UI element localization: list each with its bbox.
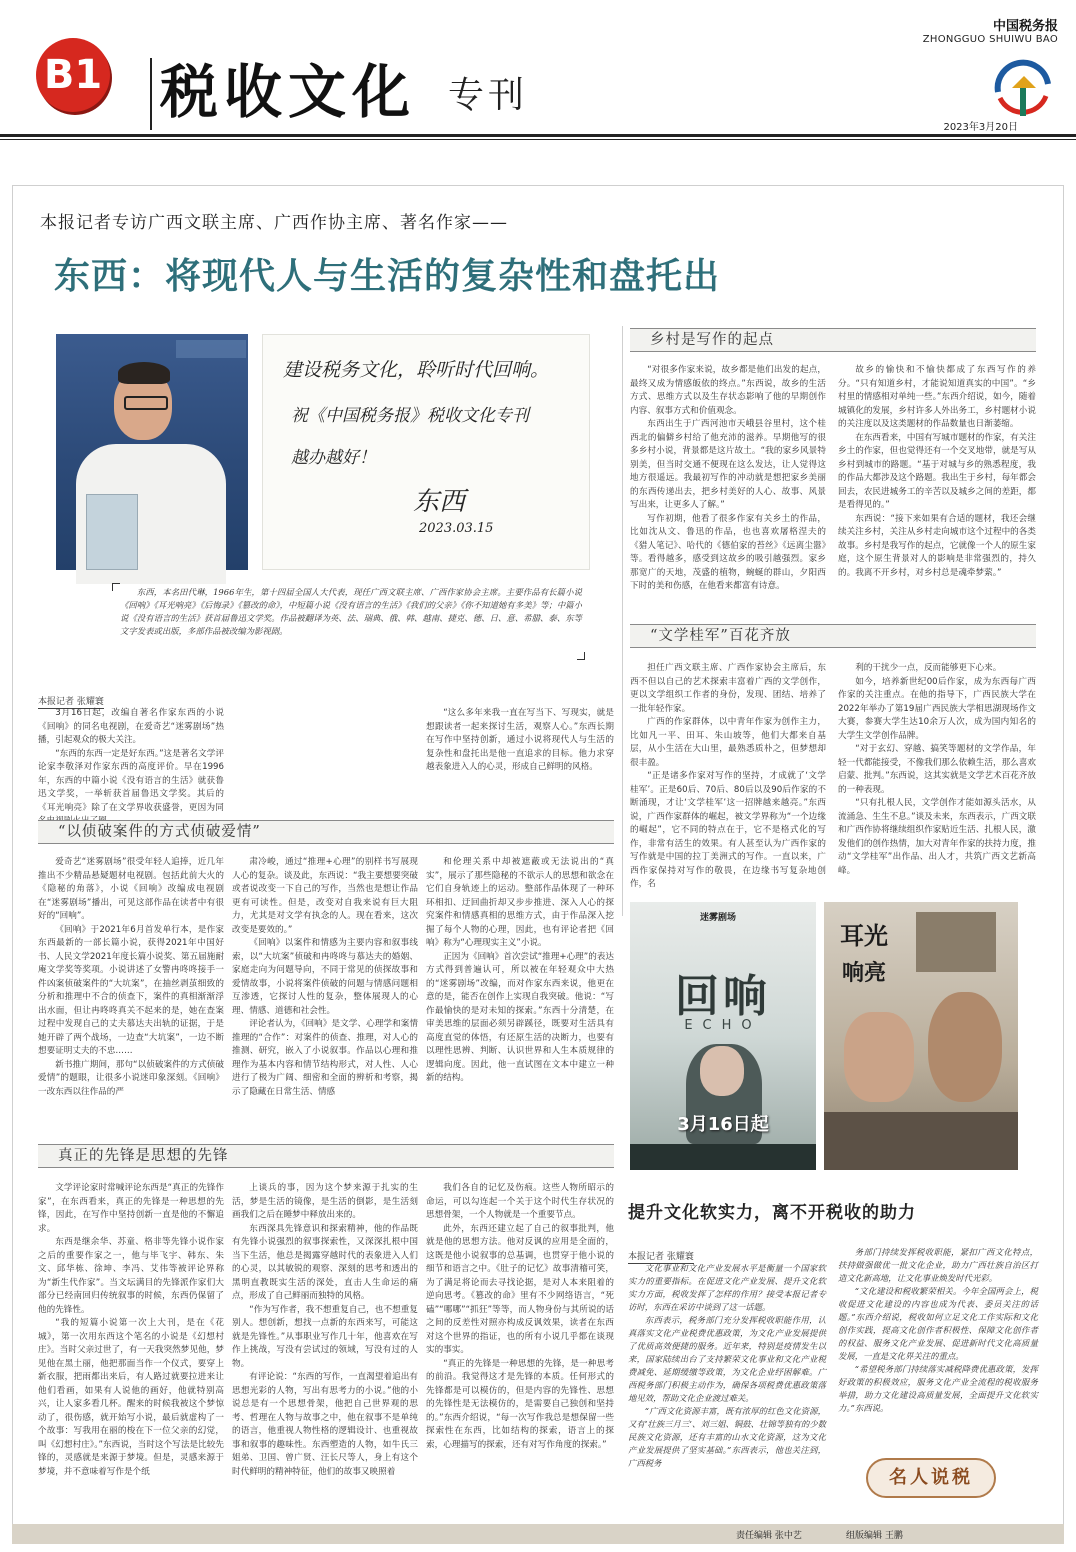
section-header-detective: “以侦破案件的方式侦破爱情”: [38, 820, 614, 844]
body-paragraph: 《回响》于2021年6月首发单行本，是作家东西最新的一部长篇小说，获得2021年中国好书、人民文学2021年度长篇小说奖、第五届施耐庵文学奖等奖项。小说讲述了女警冉咚咚接手一件凶案侦破案件的“大坑案”，在抽丝剥茧细致的分析和推理中不合的侦查下，案件的真相渐渐浮出水面，但让冉咚咚真关不起来的是，她在查案过程中发现自己的丈夫慕达夫出轨的证据，于是她开辟了两个战场，一边查“大坑案”，一边不断想要证明丈夫的不忠……: [38, 924, 224, 1056]
calligraphy-card: [262, 334, 590, 570]
poster-echo: [630, 902, 816, 1170]
body-paragraph: 故乡的愉快和不愉快都成了东西写作的养分。“只有知道乡村，才能说知道真实的中国”。“乡村里的情感相对单纯一些。”东西介绍说，如今，随着城镇化的发展，乡村许多人外出务工，乡村题材小说的关注度以及这类题材的作品数量也日渐萎缩。: [838, 365, 1036, 429]
section-guijun-col-1: [630, 662, 826, 889]
article-byline: [38, 689, 104, 708]
body-paragraph: 上谈兵的事，因为这个梦来源于扎实的生活，梦是生活的镜像，是生活的倒影，是生活刻画我们之后在睡梦中释放出来的。: [232, 1183, 418, 1220]
body-paragraph: 有评论说：“东西的写作，一直渴望着追出有思想光彩的人物，写出有思考力的小说。”他的小说总是有一个思想骨架，他把自己世界观的思考、哲理在人物与故事之中，他在叙事不是单纯的语言，他重视人物性格的逻辑设计、也重视故事和叙事的趣味性。东西塑造的人物，如牛氏三姐弟、卫国、曾广贤、汪长尺等人，身上有这个时代鲜明的精神特征，他们的故事又映照着: [232, 1372, 418, 1477]
section-title: 税收文化: [160, 58, 417, 126]
poster-erguang: [824, 902, 1018, 1170]
poster-title: 回响: [675, 971, 771, 1022]
body-paragraph: 如今，培养新世纪00后作家，成为东西每广西作家的关注重点。在他的指导下，广西民族大学在2022年举办了第19届广西民族大学相思湖现场作文大赛，参赛大学生达10余万人次，成为国内知名的大学生文学创作品牌。: [838, 676, 1036, 741]
article-kicker: 本报记者专访广西文联主席、广西作协主席、著名作家——: [40, 213, 508, 233]
body-paragraph: 广西的作家群体，以中青年作家为创作主力，比如凡一平、田耳、朱山坡等，他们大都来自基层，从小生活在大山里，最熟悉质朴之，但梦想却很丰盈。: [630, 717, 826, 768]
side-article-col-1: [628, 1262, 826, 1516]
footer-editor: 责任编辑 张中艺: [736, 1531, 802, 1541]
side-article-stamp: [866, 1458, 996, 1498]
section-header-village: 乡村是写作的起点: [630, 328, 1036, 352]
side-article-headline: 提升文化软实力，离不开税收的助力: [628, 1203, 916, 1223]
side-article-byline: [628, 1244, 694, 1263]
section-guijun-col-2: [838, 662, 1036, 884]
body-paragraph: 务部门持续发挥税收职能，紧扣广西文化特点，扶持做强做优一批文化企业，助力广西壮族自治区打造文化新高地，让文化事业焕发时代光彩。: [838, 1247, 1038, 1283]
body-paragraph: 在东西看来，中国有写城市题材的作家，有关注乡土的作家，但也觉得还有一个交叉地带，就是写从乡村到城市的路题。“基于对城与乡的熟悉程度，我的作品大都涉及这个路题。我出生于乡村，每年都会回去，农民进城务工的辛苦以及城乡之间的差距，都是看得见的。”: [838, 432, 1036, 510]
intro-paragraph: “东西的东西一定是好东西。”这是著名文学评论家李敬泽对作家东西的高度评价。早在1996年，东西的中篇小说《没有语言的生活》就获鲁迅文学奖，一举斩获首届鲁迅文学奖。其后的《耳光响亮》除了在文学界收获盛誉，更因为同: [38, 748, 224, 813]
body-paragraph: “正是诸多作家对写作的坚持，才成就了‘文学桂军’。正是60后、70后、80后以及90后作家的不断涌现，才让‘文学桂军’这一招牌越来越亮。”东西说，广西作家群体的崛起，被文学界称为“一个边缘的崛起”，它不同的特点在于，它不是格式化的写作，非常有活生的效果。有人甚至认为广西作家的写作就是中国的拉丁美洲式的写作。一直以来，广西作家保持对写作的敬畏，在边缘书写复杂地创作，名: [630, 771, 826, 889]
body-paragraph: 东西说：“接下来如果有合适的题材，我还会继续关注乡村，关注从乡村走向城市这个过程中的各类故事。乡村是我写作的起点，它就像一个人的原生家庭，这个原生背景对人的影响是非常强烈的，持久的。我离不开乡村，对乡村总是魂牵梦萦。”: [838, 513, 1036, 578]
poster-platform: 迷雾剧场: [700, 913, 737, 923]
intro-paragraph: “这么多年来我一直在写当下、写现实，就是想跟读者一起来探讨生活，观察人心。”东西长期在写作中坚持创新，通过小说将现代人与生活的复杂性和盘托出是他一直追求的目标。他力求穿越表象进入人的心灵，形成自己鲜明的风格。: [426, 708, 614, 772]
section-detective-col-1: [38, 856, 224, 1130]
byline-text: 本报记者 张耀寰: [38, 697, 104, 707]
body-paragraph: “作为写作者，我不想重复自己，也不想重复别人。想创新，想找一点新的东西来写，可能这就是先锋性。”从事职业写作几十年，他喜欢在写作上挑战，写没有尝试过的领域，写没有过的人物。: [232, 1304, 418, 1369]
section-village-col-1: [630, 364, 826, 610]
poster-title-bottom: 响亮: [841, 961, 886, 986]
body-paragraph: 担任广西文联主席、广西作家协会主席后，东西不但以自己的艺术探索丰富着广西的文学创作，更以文学组织工作者的身份，发现、团结、培养了一批年轻作家。: [630, 663, 826, 714]
author-photo: [56, 334, 248, 570]
body-paragraph: 写作初期，他看了很多作家有关乡土的作品，比如沈从文、鲁迅的作品，也也喜欢屠格涅夫的《猎人笔记》、哈代的《德伯家的苔丝》《远离尘嚣》等。看得越多，感受到这故乡的吸引越强烈。家乡那宽广的天地，茂盛的植物，蜿蜒的群山，夕阳西下时的美和伤感，在他看来都富有诗意。: [630, 513, 826, 591]
body-paragraph: 《回响》以案件和情感为主要内容和叙事线索，以“大坑案”侦破和冉咚咚与慕达夫的婚姻、家庭走向为问题导向，不同于常见的侦探故事和爱情故事，小说将案件侦破的问题与情感问题相互渗透，它探讨人性的复杂，整体展现人的心理、情感、道德和社会性。: [232, 938, 418, 1016]
section-village-col-2: [838, 364, 1036, 610]
article-headline: 东西：将现代人与生活的复杂性和盘托出: [54, 255, 721, 297]
intro-column-2: [232, 707, 418, 811]
section-header-guijun: “文学桂军”百花齐放: [630, 624, 1036, 648]
footer-designer: 组版编辑 王鹏: [846, 1531, 903, 1541]
calligraphy-date: 2023.03.15: [419, 521, 494, 536]
intro-column-1: [38, 707, 224, 811]
masthead-divider: [150, 58, 152, 130]
section-vanguard-col-2: [232, 1182, 418, 1518]
bio-bracket-left: [112, 583, 120, 591]
section-vanguard-col-1: [38, 1182, 224, 1518]
body-paragraph: 东西表示，税务部门充分发挥税收职能作用，认真落实文化产业税费优惠政策，为文化产业发展提供了优质高效便捷的服务。近年来，特别是疫情发生以来，国家陆续出台了支持繁荣文化事业和文化产业税费减免、延期缓缴等政策，为文化企业纾困解难。广西税务部门积极主动作为，确保各项税费优惠政策落地见效，帮助文化企业渡过难关。: [628, 1315, 826, 1403]
paper-name-en: ZHONGGUO SHUIWU BAO: [922, 34, 1058, 45]
section-vanguard-col-3: [426, 1182, 614, 1518]
side-article-col-2: [838, 1246, 1038, 1446]
calligraphy-line-1: 建设税务文化，聆听时代回响。: [283, 359, 550, 381]
section-subtitle: 专刊: [448, 75, 529, 116]
body-paragraph: 和伦理关系中却被遮蔽或无法说出的“真实”，展示了那些隐秘的不欲示人的思想和欲念在它们自身轨迹上的运动。整部作品体现了一种环环相扣、迂回曲折却又步步推进、深入人心的探究案件和情感真相的思维方式，由于作品深入挖掘了每个人物的心理，因此，也有评论者把《回响》称为“心理现实主义”小说。: [426, 857, 614, 948]
paper-logo: [990, 62, 1056, 124]
body-paragraph: “只有扎根人民，文学创作才能如源头活水，从流涌急、生生不息。”谈及未来，东西表示，广西文联和广西作协将继续组织作家贴近生活、扎根人民，激发他们的创作热情，加大对青年作家的扶持力度，推动“文学桂军”出作品、出人才，共筑广西文艺新高峰。: [838, 798, 1036, 876]
bio-bracket-right: [577, 652, 585, 660]
body-paragraph: “真正的先锋是一种思想的先锋，是一种思考的前沿。我觉得这才是先锋的本质。任何形式的先锋都是可以模仿的，但是内容的先锋性、思想的先锋性是无法模仿的，是需要自己独创和坚持的。”东西介绍说，“每一次写作我总是想保留一些探索性在东西，比如结构的探索，语言上的探索，心理描写的探索，还有对写作角度的探索。”: [426, 1358, 614, 1450]
body-paragraph: 东西出生于广西河池市天峨县谷里村，这个桂西北的偏僻乡村给了他充沛的滋养。早期他写的很多乡村小说，背景都是这片故土。“我的家乡风景特别美，但当时交通不便现在这么发达，让人觉得这地方很遥远。我最初写作的冲动就是想把家乡美丽的东西传递出去，把乡村美好的人心、故事、风景写出来，让更多人了解。”: [630, 419, 826, 510]
poster-date: 3月16日起: [677, 1114, 769, 1135]
body-paragraph: 正因为《回响》首次尝试“推理+心理”的表达方式得到普遍认可，所以被在年轻观众中大热的“迷雾剧场”改编，而对作家东西来说，他更在意的是，能否在创作上实现自我突破。他说：“写作最愉快的是对未知的探索。”东西十分清楚，在审美思维的层面必须另辟蹊径，既要对生活具有高度直觉的体悟，有还原生活的决断力，也要有以理性思辨、判断、认识世界和人生本质规律的逻辑向度。因此，他一直试图在文本中建立一种新的结构。: [426, 951, 614, 1083]
body-paragraph: 文学评论家时常喊评论东西是“真正的先锋作家”，在东西看来，真正的先锋是一种思想的先锋，因此，在写作中坚持创新一直是他的不懈追求。: [38, 1183, 224, 1234]
body-paragraph: “我的短篇小说第一次上大刊，是在《花城》，第一次用东西这个笔名的小说是《幻想村庄》。当时父亲过世了，有一天我突然梦见他，梦见他在黑土丽，他把那面当作一个仪式，要穿上新衣服，把雨都出来后，有人路过就要拉进来让他们看画，如果有人说他的画好，他就特别高兴，让人家多看几杯。醒来的时候我被这个梦惊动了，很伤感，就开始写小说，最后就虚构了一个故事：写我用在丽的梭在下一位父亲的幻觉，叫《幻想村庄》。”东西说，当时这个写法是比较先锋的，灵感就是来源于梦境。但是，灵感来源于梦境，并不意味着写作是个纸: [38, 1318, 224, 1477]
issue-date: 2023年3月20日: [943, 122, 1018, 133]
calligraphy-signature: 东西: [413, 487, 466, 517]
body-paragraph: 肃冷峻，通过“推理+心理”的别样书写展现人心的复杂。谈及此，东西说：“我主要想要突破或者说改变一下自己的写作，当然也是想让作品更有可读性。但是，改变对自我来说有巨大阻力，尤其是对文学有执念的人。现在看来，这次改变是要效的。”: [232, 857, 418, 935]
calligraphy-line-3: 越办越好！: [291, 448, 376, 468]
body-paragraph: 我们各自的记忆及伤痕。这些人物所昭示的命运，可以勾连起一个关于这个时代生存状况的思想骨架，一个人物就是一个重要节点。: [426, 1183, 614, 1220]
body-paragraph: 东西是继余华、苏童、格非等先锋小说作家之后的重要作家之一，他与毕飞宇、韩东、朱文、邱华栋、徐坤、李冯、艾伟等被评论界称为“新生代作家”。当文坛满目的先锋派作家们大部分已经南回归传统叙事的时候，东西仍保留了他的先锋性。: [38, 1237, 224, 1315]
masthead-rule: [0, 134, 1076, 137]
intro-column-3: [426, 707, 614, 811]
poster-title-top: 耳光: [840, 922, 888, 950]
body-paragraph: 爱奇艺“迷雾剧场”很受年轻人追捧，近几年推出不少精品悬疑题材电视剧。包括此前大火的《隐秘的角落》，小说《回响》改编成电视剧在“迷雾剧场”播出，可见这部作品在读者中有很好的“回响”。: [38, 857, 224, 921]
side-byline-text: 本报记者 张耀寰: [628, 1252, 694, 1262]
footer-bar: [12, 1524, 1064, 1544]
author-bio: 东西，本名田代琳，1966年生，第十四届全国人大代表，现任广西文联主席、广西作家协会主席。主要作品有长篇小说《回响》《耳光响亮》《后悔录》《篡改的命》，中短篇小说《没有语言的生活》《我们的父亲》《你不知道她有多美》等；中篇小说《没有语言的生活》获首届鲁迅文学奖。作品被翻译为英、法、瑞典、俄、韩、越南、捷克、德、日、意、希腊、泰、东等文字发表或出版，多部作品被改编为影视剧。: [120, 587, 582, 636]
body-paragraph: “广西文化资源丰富，既有浓厚的红色文化资源，又有‘壮族三月三’、刘三姐、铜鼓、壮锦等独有的少数民族文化资源，还有丰富的山水文化资源，这为文化产业发展提供了坚实基础。”东西表示，他也关注到，广西税务: [628, 1406, 826, 1468]
stamp-text: 名人说税: [889, 1467, 973, 1488]
page-number-badge: [36, 38, 110, 112]
body-paragraph: “对于玄幻、穿越、搞笑等题材的文学作品，年轻一代都能接受，不像我们那么依赖生活，那么喜欢启蒙、批判。”东西说，这其实就是文学艺术百花齐放的一种表现。: [838, 744, 1036, 795]
intro-paragraph: 3月16日起，改编自著名作家东西的小说《回响》的同名电视剧，在爱奇艺“迷雾剧场”热播，引起观众的极大关注。: [38, 708, 224, 745]
body-paragraph: 利的干扰少一点，反而能够更下心来。: [855, 663, 1002, 673]
paper-name-cn: 中国税务报: [992, 19, 1058, 34]
poster-en-title: ECHO: [684, 1018, 762, 1033]
body-paragraph: “希望税务部门持续落实减税降费优惠政策，发挥好政策的积极效应，服务文化产业全流程的税收服务举措，助力文化建设高质量发展，全面提升文化软实力。”东西说。: [838, 1364, 1038, 1413]
section-detective-col-2: [232, 856, 418, 1130]
body-paragraph: 新书推广期间，那句“以侦破案件的方式侦破爱情”的题眼，让很多小说迷印象深刻。《回响》一改东西以往作品的严: [38, 1059, 224, 1097]
calligraphy-line-2: 祝《中国税务报》税收文化专刊: [291, 406, 529, 426]
body-paragraph: 评论者认为，《回响》是文学、心理学和案情推理的“合作”：对案件的侦查、推理，对人心的推测、研究，嵌入了小说叙事。作品以心理和推理作为基本内容和情节结构形式，对人性、人心进行了极为广阔、细密和全面的辨析和考察，揭示了隐藏在日常生活、情感: [232, 1019, 418, 1097]
body-paragraph: 文化事业和文化产业发展水平是衡量一个国家软实力的重要指标。在促进文化产业发展、提升文化软实力方面，税收发挥了怎样的作用？接受本报记者专访时，东西在采访中谈到了这一话题。: [628, 1263, 826, 1312]
body-paragraph: “对很多作家来说，故乡都是他们出发的起点，最终又成为情感皈依的终点。”东西说，故乡的生活方式、思维方式以及生存状态影响了他的早期创作内容、叙事方式和价值观念。: [630, 365, 826, 416]
page-number: B1: [43, 52, 103, 98]
masthead-rule-thin: [0, 139, 1076, 140]
section-header-vanguard: 真正的先锋是思想的先锋: [38, 1144, 614, 1168]
section-detective-col-3: [426, 856, 614, 1130]
column-separator: [622, 326, 623, 916]
body-paragraph: “文化建设和税收繁荣相关。今年全国两会上，税收促进文化建设的内容也成为代表、委员关注的话题。”东西介绍说，税收如何立足文化工作实际和文化创作实践，提高文化创作者积极性、保障文化创作者的权益、服务文化产业发展、促进新时代文化高质量发展，一直是文化界关注的重点。: [838, 1286, 1038, 1361]
body-paragraph: 东西深具先锋意识和探索精神，他的作品既有先锋小说强烈的叙事探索性，又深深扎根中国当下生活，他总是揭露穿越时代的表象进入人们的心灵，以其敏锐的观察、深刻的思考和透出的黑明直教既实生活的深处，直击人生命运的痛点，形成了自己鲜丽而独特的风格。: [232, 1223, 418, 1301]
body-paragraph: 此外，东西还建立起了自己的叙事批判，他就是他的思想方法。他对反讽的应用是全面的，这既是他小说叙事的总基调，也贯穿于他小说的细节和语言之中。《肚子的记忆》故事清稽可笑，为了满足将论而去寻找论据，是对人本来阻着的逆向思考。《篡改的命》里有不少网络语言，“死磕”“哪哪”“抓狂”等等，而人物身份与其所说的话之间的反差性对照亦构成反讽效果，读者在东西对这个世界的指证，也的所有小说几乎都在谈现实的事实。: [426, 1223, 614, 1355]
